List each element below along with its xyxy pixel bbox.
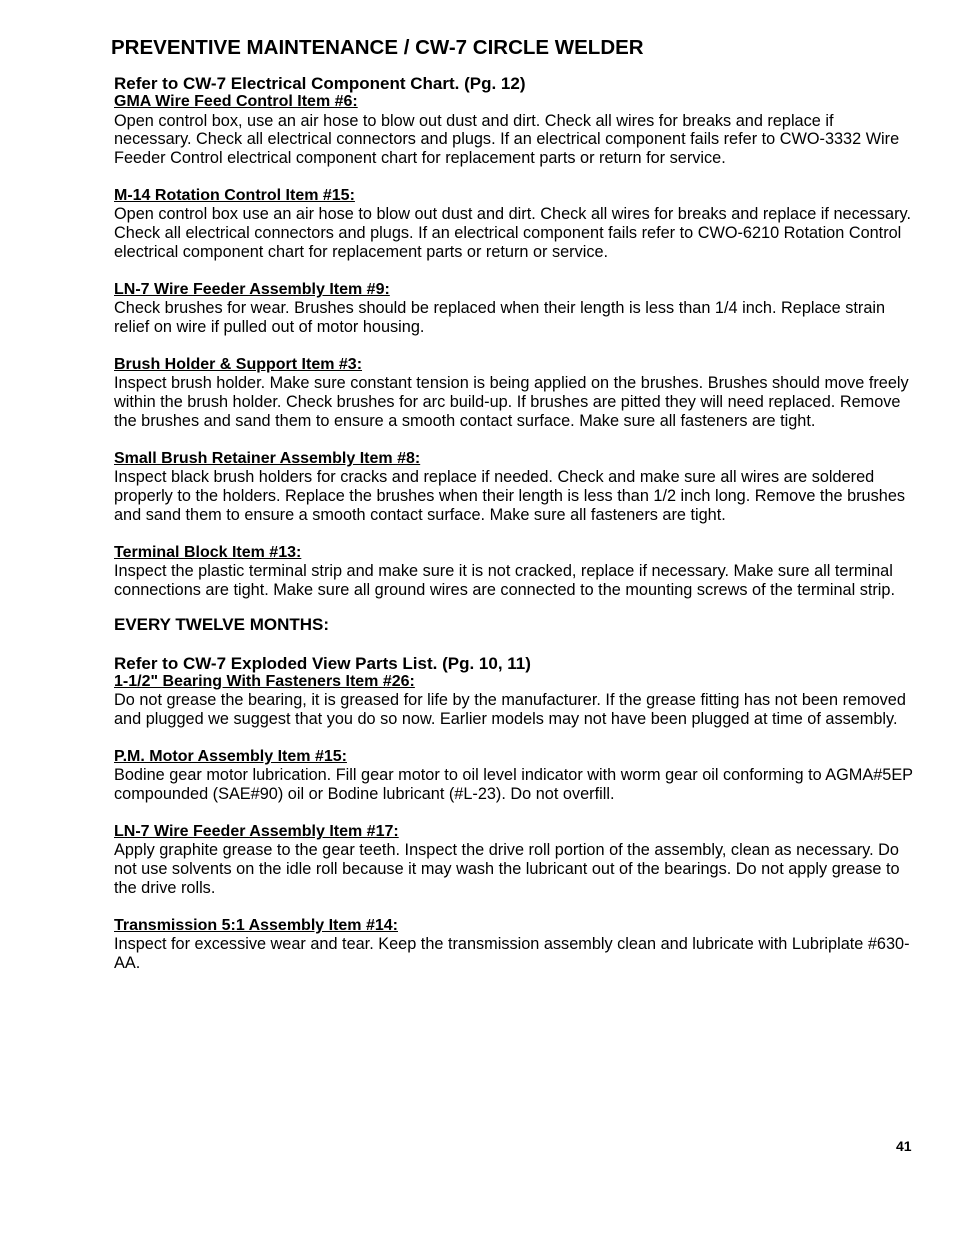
item-body: Inspect black brush holders for cracks and replace if needed. Check and make sure all wires are soldered properly to the holders. Replace the brushes when their length is less than 1/2 inch long. Remove the brushes and sand them to ensure a smooth contact surface. Make sure all fasteners are tight.: [114, 468, 906, 524]
maintenance-item: [114, 356, 914, 431]
section-2-reference: Refer to CW-7 Exploded View Parts List. (Pg. 10, 11): [114, 653, 531, 673]
item-title: Small Brush Retainer Assembly Item #8:: [114, 449, 421, 467]
maintenance-item: [114, 281, 914, 337]
maintenance-item: [114, 823, 914, 898]
item-title: GMA Wire Feed Control Item #6:: [114, 93, 358, 110]
maintenance-item: [114, 187, 914, 262]
item-title: Brush Holder & Support Item #3:: [114, 355, 363, 373]
item-body: Bodine gear motor lubrication. Fill gear motor to oil level indicator with worm gear oil conforming to AGMA#5EP compounded (SAE#90) oil or Bodine lubricant (#L-23). Do not overfill.: [114, 766, 913, 804]
item-body: Inspect for excessive wear and tear. Keep the transmission assembly clean and lubricate with Lubriplate #630-AA.: [114, 935, 910, 973]
item-body: Inspect brush holder. Make sure constant tension is being applied on the brushes. Brushes should move freely within the brush holder. Check brushes for arc build-up. If brushes are pitted they will need replaced. Remove the brushes and sand them to ensure a smooth contact surface. Make sure all fasteners are tight.: [114, 374, 909, 430]
item-title: P.M. Motor Assembly Item #15:: [114, 747, 347, 765]
item-body: Inspect the plastic terminal strip and make sure it is not cracked, replace if necessary. Make sure all terminal connections are tight. Make sure all ground wires are connected to the mounting screws of the terminal strip.: [114, 562, 895, 599]
item-title: LN-7 Wire Feeder Assembly Item #17:: [114, 822, 399, 840]
maintenance-item: [114, 748, 914, 804]
item-body: Check brushes for wear. Brushes should be replaced when their length is less than 1/4 inch. Replace strain relief on wire if pulled out of motor housing.: [114, 299, 886, 337]
item-body: Open control box use an air hose to blow out dust and dirt. Check all wires for breaks and replace if necessary. Check all electrical connectors and plugs. If an electrical component fails refer to CWO-6210 Rotation Control electrical component chart for replacement parts or return or service.: [114, 205, 911, 261]
item-body: Do not grease the bearing, it is greased for life by the manufacturer. If the grease fitting has not been removed and plugged we suggest that you do so now. Earlier models may not have been plugged at time of assembly.: [114, 691, 906, 729]
item-title: M-14 Rotation Control Item #15:: [114, 186, 355, 204]
page-number: 41: [896, 1138, 912, 1154]
section-1-reference: Refer to CW-7 Electrical Component Chart. (Pg. 12): [114, 74, 526, 93]
maintenance-item: [114, 450, 914, 525]
maintenance-item: [114, 917, 914, 973]
maintenance-item: [114, 93, 914, 168]
item-title: LN-7 Wire Feeder Assembly Item #9:: [114, 280, 390, 298]
maintenance-item: [114, 544, 914, 600]
item-body: Open control box, use an air hose to blow out dust and dirt. Check all wires for breaks and replace if necessary. Check all electrical connectors and plugs. If an electrical component fails refer to CWO-3332 Wire Feeder Control electrical component chart for replacement parts or return for service.: [114, 111, 900, 168]
page-title: PREVENTIVE MAINTENANCE / CW-7 CIRCLE WELDER: [111, 36, 644, 59]
annual-heading: EVERY TWELVE MONTHS:: [114, 614, 330, 634]
item-title: Transmission 5:1 Assembly Item #14:: [114, 916, 398, 934]
item-title: 1-1/2" Bearing With Fasteners Item #26:: [114, 672, 415, 690]
maintenance-item: [114, 673, 914, 729]
item-title: Terminal Block Item #13:: [114, 543, 302, 561]
document-content: [114, 74, 914, 992]
item-body: Apply graphite grease to the gear teeth. Inspect the drive roll portion of the assembly, clean as necessary. Do not use solvents on the idle roll because it may wash the lubricant out of the bearings. Do not apply grease to the drive rolls.: [114, 841, 900, 898]
